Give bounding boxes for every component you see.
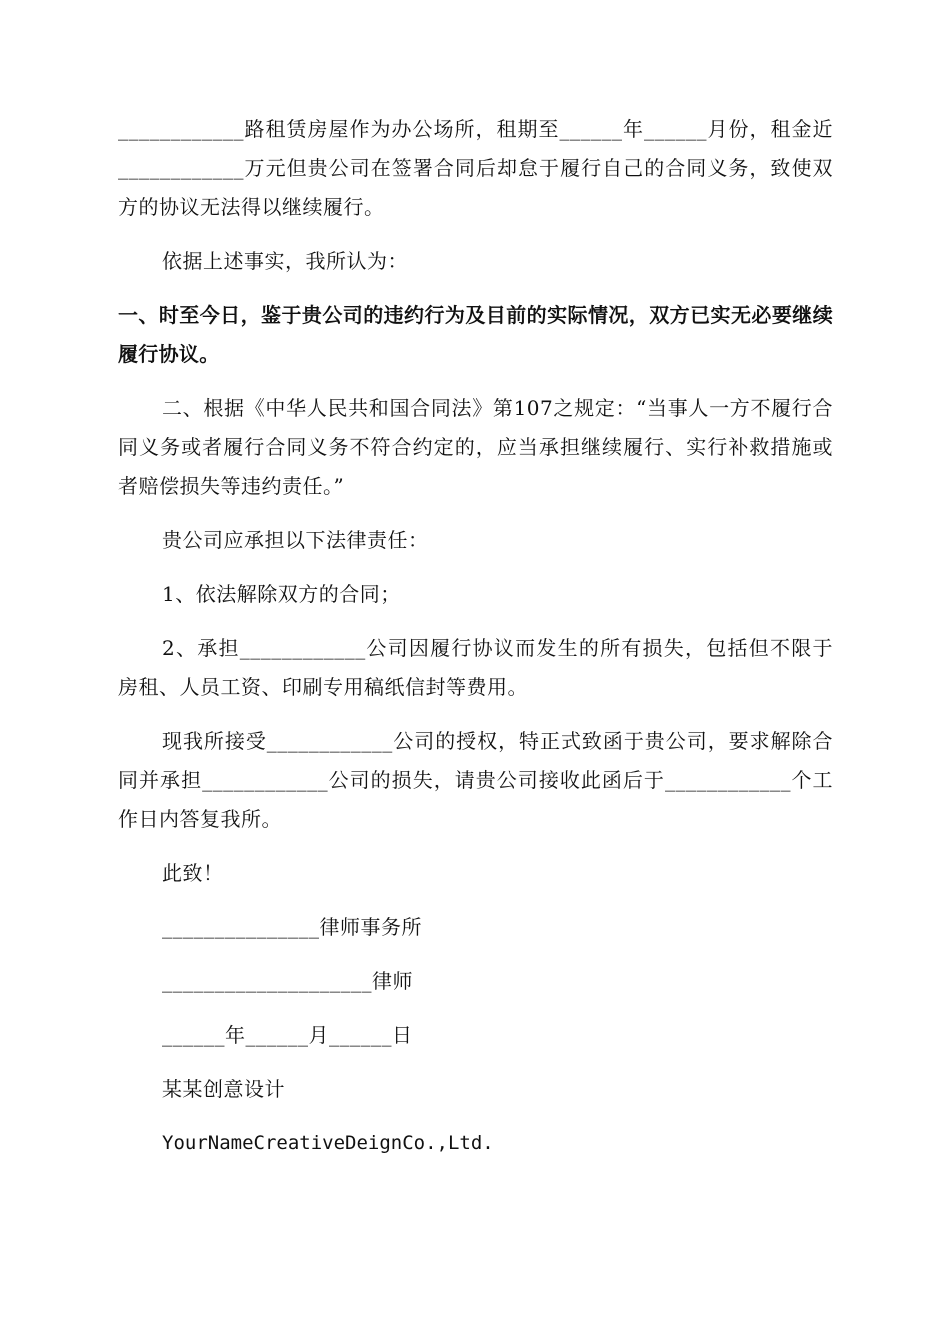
paragraph-liabilities-intro: 贵公司应承担以下法律责任： (162, 528, 429, 552)
letter-body (118, 110, 833, 1178)
closing-salutation: 此致！ (162, 861, 224, 885)
company-name-en: YourNameCreativeDeignCo.,Ltd. (162, 1132, 494, 1154)
company-name-cn: 某某创意设计 (162, 1077, 285, 1101)
paragraph-liability-2: 2、承担____________公司因履行协议而发生的所有损失，包括但不限于房租、人员工资、印刷专用稿纸信封等费用。 (118, 636, 833, 699)
paragraph-point-one: 一、时至今日，鉴于贵公司的违约行为及目前的实际情况，双方已实无必要继续履行协议。 (118, 303, 833, 366)
law-firm-signature: _______________律师事务所 (162, 915, 422, 939)
date-line: ______年______月______日 (162, 1023, 413, 1047)
paragraph-lease-facts: ____________路租赁房屋作为办公场所，租期至______年______月份，租金近____________万元但贵公司在签署合同后却怠于履行自己的合同义务，致使双方的协议无法得以继续履行。 (118, 117, 833, 219)
lawyer-signature: ____________________律师 (162, 969, 413, 993)
paragraph-liability-1: 1、依法解除双方的合同； (162, 582, 401, 606)
paragraph-demand: 现我所接受____________公司的授权，特正式致函于贵公司，要求解除合同并承担____________公司的损失，请贵公司接收此函后于____________个工作日内答复我所。 (118, 729, 833, 831)
paragraph-basis: 依据上述事实，我所认为： (162, 249, 408, 273)
paragraph-point-two: 二、根据《中华人民共和国合同法》第107之规定：“当事人一方不履行合同义务或者履行合同义务不符合约定的，应当承担继续履行、实行补救措施或者赔偿损失等违约责任。” (118, 396, 833, 498)
